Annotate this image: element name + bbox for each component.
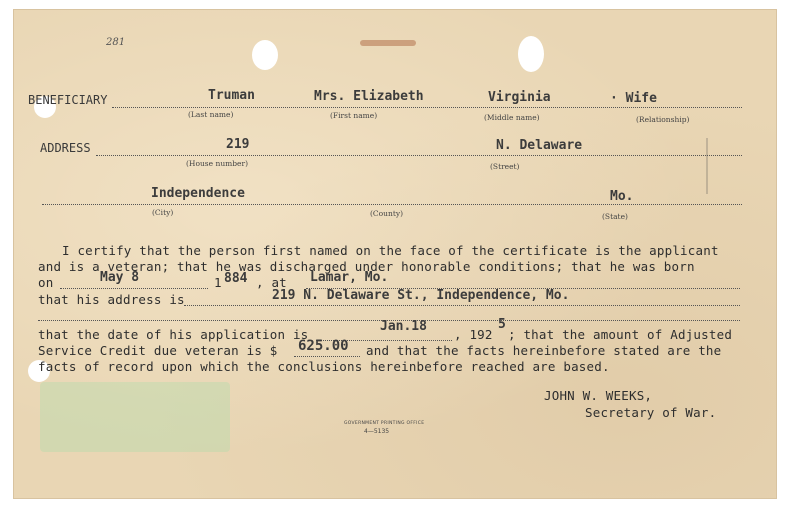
amount-rule — [294, 356, 360, 357]
caption-last-name: (Last name) — [188, 110, 234, 119]
caption-city: (City) — [152, 208, 174, 217]
state: Mo. — [610, 189, 634, 204]
signature-title: Secretary of War. — [585, 405, 717, 420]
caption-state: (State) — [602, 212, 628, 221]
birth-year: 884 — [224, 271, 248, 286]
punch-hole — [518, 36, 544, 72]
caption-county: (County) — [370, 209, 404, 218]
beneficiary-first-name: Mrs. Elizabeth — [314, 89, 424, 104]
beneficiary-relationship: · Wife — [610, 91, 657, 106]
birth-place: Lamar, Mo. — [310, 270, 389, 285]
relationship-value: Wife — [625, 91, 657, 106]
birth-date: May 8 — [100, 270, 140, 285]
veteran-address: 219 N. Delaware St., Independence, Mo. — [272, 288, 570, 303]
beneficiary-last-name: Truman — [208, 88, 255, 103]
caption-street: (Street) — [490, 162, 520, 171]
app-year-prefix: , 192 — [454, 327, 493, 342]
address-label: ADDRESS — [40, 141, 91, 155]
caption-house-number: (House number) — [186, 159, 249, 168]
signature-name: JOHN W. WEEKS, — [544, 388, 653, 403]
city: Independence — [151, 186, 245, 201]
year-prefix: 1 — [214, 275, 222, 290]
cert-line-last: facts of record upon which the conclusions hereinbefore reached are based. — [38, 359, 610, 374]
caption-first-name: (First name) — [330, 111, 378, 120]
application-year: 5 — [498, 317, 506, 332]
punch-hole — [252, 40, 278, 70]
beneficiary-middle-name: Virginia — [488, 90, 551, 105]
caption-middle-name: (Middle name) — [484, 113, 540, 122]
veteran-address-rule — [184, 305, 740, 306]
staple-mark — [360, 40, 416, 46]
printer-office: GOVERNMENT PRINTING OFFICE — [344, 421, 425, 426]
beneficiary-label: BENEFICIARY — [28, 93, 108, 107]
caption-relationship: (Relationship) — [636, 115, 690, 124]
amount: 625.00 — [298, 338, 349, 354]
stain — [40, 382, 230, 452]
address-line-label: that his address is — [38, 292, 185, 307]
on-label: on — [38, 275, 54, 290]
certificate-card — [14, 10, 776, 498]
amount-label: ; that the amount of Adjusted — [508, 327, 733, 342]
printer-code: 4—5135 — [364, 428, 390, 435]
pencil-mark — [706, 138, 708, 194]
beneficiary-rule — [112, 107, 742, 108]
birth-date-rule — [60, 288, 208, 289]
address-rule — [96, 155, 742, 156]
cert-line-2: and is a veteran; that he was discharged under honorable conditions; that he was born — [38, 259, 695, 274]
credit-label: Service Credit due veteran is $ — [38, 343, 278, 358]
cert-line-1: I certify that the person first named on the face of the certificate is the applicant — [62, 243, 719, 258]
street: N. Delaware — [496, 138, 583, 153]
corner-note: 281 — [106, 37, 126, 48]
line-tail: and that the facts hereinbefore stated are the — [366, 343, 722, 358]
app-date-label: that the date of his application is — [38, 327, 309, 342]
cert-line-3 — [38, 275, 53, 290]
at-label: , at — [256, 275, 287, 290]
application-date: Jan.18 — [380, 319, 427, 334]
city-rule — [42, 204, 742, 205]
house-number: 219 — [226, 137, 250, 152]
